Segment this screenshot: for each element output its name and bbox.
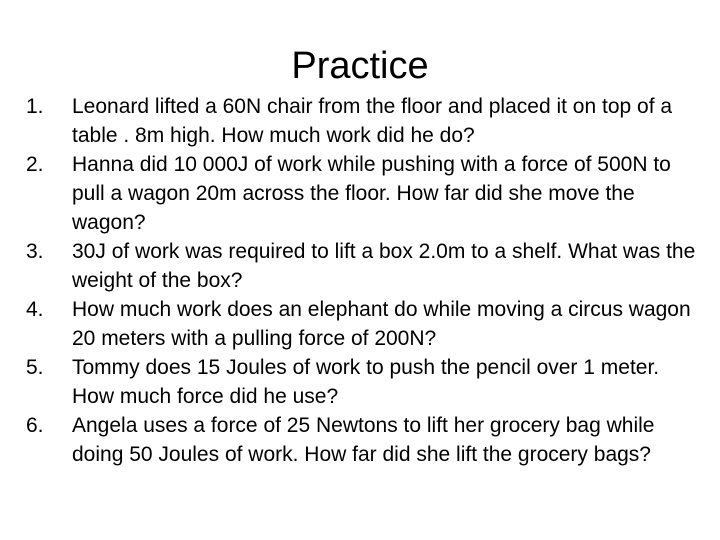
problem-number: 5. — [26, 356, 44, 379]
problem-number: 3. — [26, 240, 44, 263]
problem-item-6 — [26, 411, 706, 469]
problem-text: Leonard lifted a 60N chair from the floor and placed it on top of a table . 8m high. How much work did he do? — [72, 95, 673, 147]
problem-number: 1. — [26, 95, 44, 118]
problem-text: Angela uses a force of 25 Newtons to lift her grocery bag while doing 50 Joules of work. How far did she lift the grocery bags? — [72, 414, 655, 466]
problem-number: 6. — [26, 414, 44, 437]
problem-list — [26, 92, 706, 469]
problem-number: 4. — [26, 298, 44, 321]
problem-item-3 — [26, 237, 706, 295]
problem-text: How much work does an elephant do while moving a circus wagon 20 meters with a pulling force of 200N? — [72, 298, 691, 350]
problem-text: Hanna did 10 000J of work while pushing with a force of 500N to pull a wagon 20m across the floor. How far did she move the wagon? — [72, 153, 671, 234]
problem-item-5 — [26, 353, 706, 411]
problem-text: 30J of work was required to lift a box 2.0m to a shelf. What was the weight of the box? — [72, 240, 696, 292]
problem-item-2 — [26, 150, 706, 237]
page-title: Practice — [291, 45, 429, 87]
problem-item-4 — [26, 295, 706, 353]
problem-number: 2. — [26, 153, 44, 176]
problem-text: Tommy does 15 Joules of work to push the pencil over 1 meter. How much force did he use? — [72, 356, 660, 408]
problem-item-1 — [26, 92, 706, 150]
